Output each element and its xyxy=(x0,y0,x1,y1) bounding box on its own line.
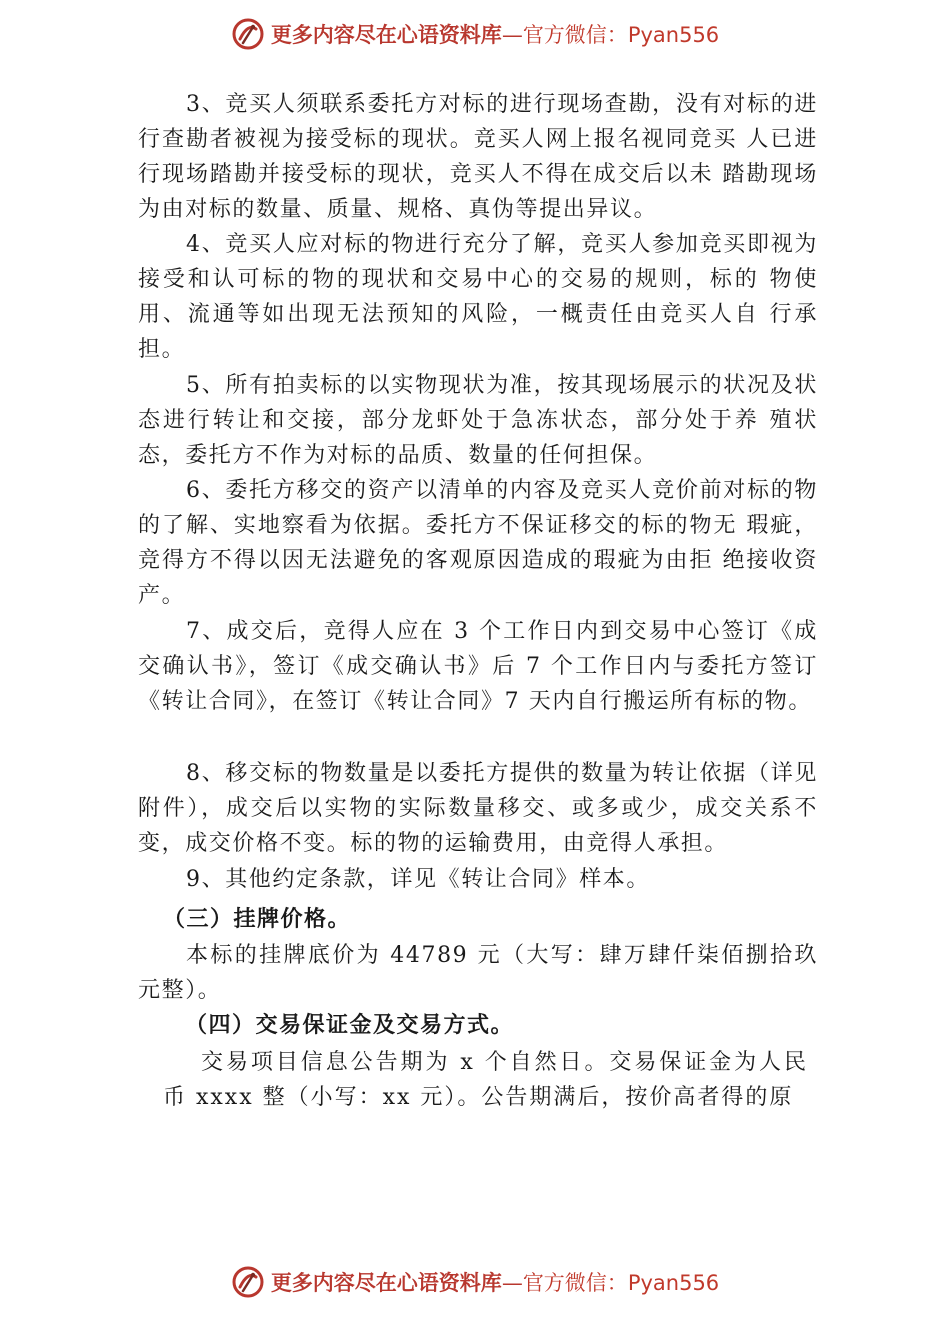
clause-7: 7、成交后，竞得人应在 3 个工作日内到交易中心签订《成交确认书》，签订《成交确认书》后 7 个工作日内与委托方签订《转让合同》，在签订《转让合同》7 天内自行搬运所有标的物。 xyxy=(138,619,818,714)
header-banner-text xyxy=(271,19,719,49)
banner-official-label: 官方微信： xyxy=(522,23,628,47)
footer-banner xyxy=(0,1262,950,1302)
banner-dash: — xyxy=(501,23,523,47)
clause-3: 3、竞买人须联系委托方对标的进行现场查勘，没有对标的进行查勘者被视为接受标的现状。竞买人网上报名视同竞买 人已进行现场踏勘并接受标的现状，竞买人不得在成交后以未 踏勘现场为由对标的数量、质量、规格、真伪等提出异议。 xyxy=(138,92,818,222)
banner-wechat-id: Pyan556 xyxy=(627,1271,720,1295)
clause-9: 9、其他约定条款，详见《转让合同》样本。 xyxy=(186,867,650,892)
clause-5: 5、所有拍卖标的以实物现状为准，按其现场展示的状况及状态进行转让和交接，部分龙虾处于急冻状态，部分处于养 殖状态，委托方不作为对标的品质、数量的任何担保。 xyxy=(138,373,818,468)
clause-8: 8、移交标的物数量是以委托方提供的数量为转让依据（详见附件），成交后以实物的实际数量移交、或多或少，成交关系不变，成交价格不变。标的物的运输费用，由竞得人承担。 xyxy=(138,761,818,856)
clause-6: 6、委托方移交的资产以清单的内容及竞买人竞价前对标的物的了解、实地察看为依据。委托方不保证移交的标的物无 瑕疵，竞得方不得以因无法避免的客观原因造成的瑕疵为由拒 绝接收资产。 xyxy=(138,478,818,608)
footer-banner-text xyxy=(271,1267,719,1297)
clause-4: 4、竞买人应对标的物进行充分了解，竞买人参加竞买即视为接受和认可标的物的现状和交易中心的交易的规则，标的 物使用、流通等如出现无法预知的风险，一概责任由竞买人自 行承担。 xyxy=(138,232,818,362)
banner-lead-text: 更多内容尽在心语资料库 xyxy=(270,1271,502,1295)
banner-official-label: 官方微信： xyxy=(522,1271,628,1295)
section-3-text: 本标的挂牌底价为 44789 元（大写：肆万肆仟柒佰捌拾玖元整）。 xyxy=(138,943,818,1003)
banner-dash: — xyxy=(501,1271,523,1295)
section-4-heading: （四）交易保证金及交易方式。 xyxy=(185,1013,515,1038)
section-3-heading: （三）挂牌价格。 xyxy=(163,907,352,932)
banner-wechat-id: Pyan556 xyxy=(627,23,720,47)
header-banner xyxy=(0,14,950,54)
section-4-text: 交易项目信息公告期为 x 个自然日。交易保证金为人民币 xxxx 整（小写：xx 元）。公告期满后，按价高者得的原 xyxy=(163,1050,808,1110)
brand-logo-icon xyxy=(231,1265,265,1299)
brand-logo-icon xyxy=(231,17,265,51)
banner-lead-text: 更多内容尽在心语资料库 xyxy=(270,23,502,47)
